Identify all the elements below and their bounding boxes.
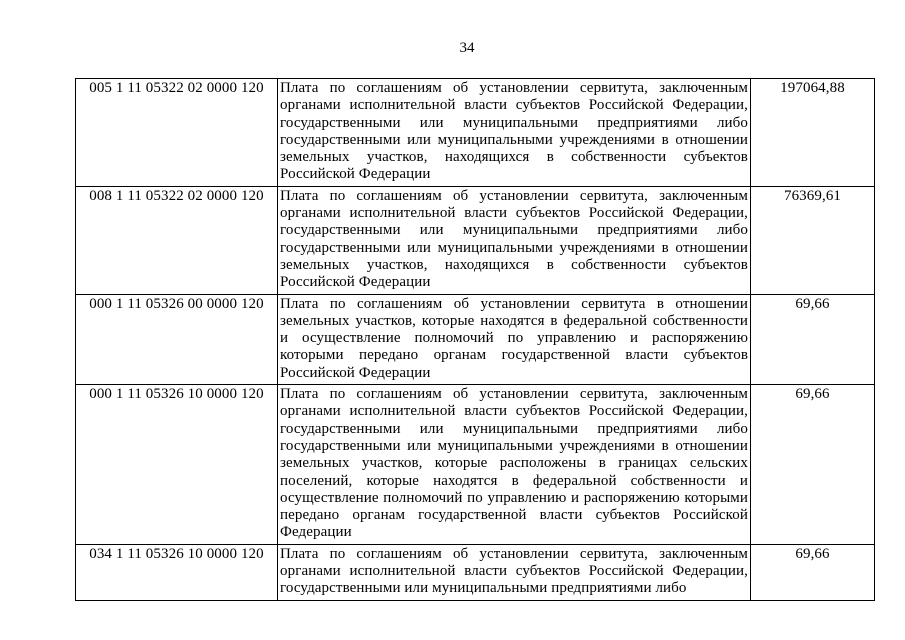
budget-code-cell: 000 1 11 05326 10 0000 120 <box>76 385 278 545</box>
table-row <box>76 294 875 384</box>
page-number: 34 <box>459 40 475 56</box>
table-row <box>76 79 875 187</box>
amount-cell: 69,66 <box>751 294 875 384</box>
budget-code-cell: 000 1 11 05326 00 0000 120 <box>76 294 278 384</box>
description-cell: Плата по соглашениям об установлении сервитута, заключенным органами исполнительной власти субъектов Российской Федерации, государственными или муниципальными предприятиями либо государственными или муниципальными учреждениями в отношении земельных участков, находящихся в собственности субъектов Российской Федерации <box>278 79 751 187</box>
description-cell: Плата по соглашениям об установлении сервитута в отношении земельных участков, которые находятся в федеральной собственности и осуществление полномочий по управлению и распоряжению которыми передано органам государственной власти субъектов Российской Федерации <box>278 294 751 384</box>
amount-cell: 69,66 <box>751 385 875 545</box>
budget-table <box>75 78 875 601</box>
amount-cell: 76369,61 <box>751 186 875 294</box>
budget-code-cell: 034 1 11 05326 10 0000 120 <box>76 544 278 600</box>
description-cell: Плата по соглашениям об установлении сервитута, заключенным органами исполнительной власти субъектов Российской Федерации, государственными или муниципальными предприятиями либо государственными или муниципальными учреждениями в отношении земельных участков, находящихся в собственности субъектов Российской Федерации <box>278 186 751 294</box>
budget-code-cell: 005 1 11 05322 02 0000 120 <box>76 79 278 187</box>
table-row <box>76 544 875 600</box>
description-cell: Плата по соглашениям об установлении сервитута, заключенным органами исполнительной власти субъектов Российской Федерации, государственными или муниципальными предприятиями либо государственными или муниципальными учреждениями в отношении земельных участков, которые расположены в границах сельских поселений, которые находятся в федеральной собственности и осуществление полномочий по управлению и распоряжению которыми передано органам государственной власти субъектов Российской Федерации <box>278 385 751 545</box>
description-cell: Плата по соглашениям об установлении сервитута, заключенным органами исполнительной власти субъектов Российской Федерации, государственными или муниципальными предприятиями либо <box>278 544 751 600</box>
amount-cell: 69,66 <box>751 544 875 600</box>
amount-cell: 197064,88 <box>751 79 875 187</box>
table-row <box>76 385 875 545</box>
budget-code-cell: 008 1 11 05322 02 0000 120 <box>76 186 278 294</box>
budget-table-body <box>76 79 875 601</box>
table-row <box>76 186 875 294</box>
